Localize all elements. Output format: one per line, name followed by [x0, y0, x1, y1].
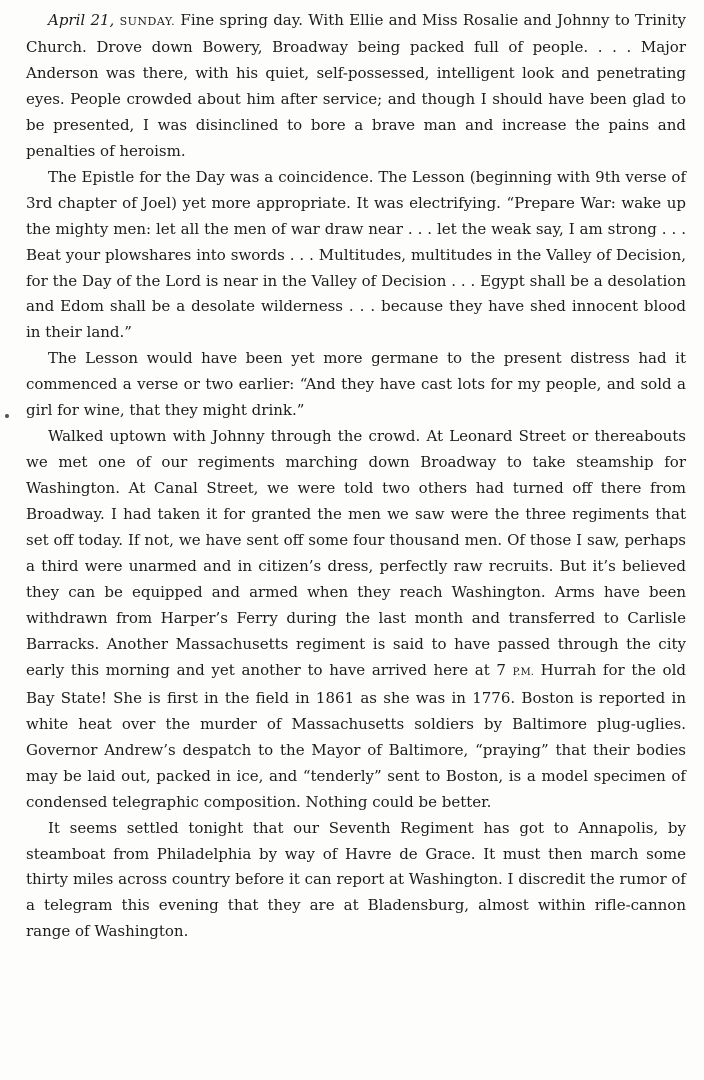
paragraph-1-body: Fine spring day. With Ellie and Miss Rosalie and Johnny to Trinity Church. Drove down Bowery, Broadway being packed full of people. . . . Major Anderson was there, with his quiet, self-possessed, intelligent look and penetrating eyes. People crowded about him after service; and though I should have been glad to be presented, I was disinclined to bore a brave man and increase the pains and penalties of heroism.	[26, 11, 686, 160]
paragraph-4-part-1: Walked uptown with Johnny through the crowd. At Leonard Street or thereabouts we met one of our regiments marching down Broadway to take steamship for Washington. At Canal Street, we were told two others had turned off there from Broadway. I had taken it for granted the men we saw were the three regiments that set off today. If not, we have sent off some four thousand men. Of those I saw, perhaps a third were unarmed and in citizen’s dress, perfectly raw recruits. But it’s believed they can be equipped and armed when they reach Washington. Arms have been withdrawn from Harper’s Ferry during the last month and transferred to Carlisle Barracks. Another Massachusetts regiment is said to have passed through the city early this morning and yet another to have arrived here at 7	[26, 427, 686, 679]
entry-weekday: SUNDAY.	[119, 15, 176, 28]
paragraph-5: It seems settled tonight that our Seventh Regiment has got to Annapolis, by steamboat from Philadelphia by way of Havre de Grace. It must then march some thirty miles across country before it can report at Washington. I discredit the rumor of a telegram this evening that they are at Bladensburg, almost within rifle-cannon range of Washington.	[26, 818, 686, 941]
entry-date: April 21,	[48, 11, 115, 29]
paragraph-4-part-2: Hurrah for the old Bay State! She is first in the field in 1861 as she was in 1776. Boston is reported in white heat over the murder of Massachusetts soldiers by Baltimore plug-uglies. Governor Andrew’s despatch to the Mayor of Baltimore, “praying” that their bodies may be laid out, packed in ice, and “tenderly” sent to Boston, is a model specimen of condensed telegraphic composition. Nothing could be better.	[26, 660, 686, 811]
margin-speck	[5, 414, 9, 418]
paragraph-1	[26, 8, 686, 165]
paragraph-2: The Epistle for the Day was a coincidence. The Lesson (beginning with 9th verse of 3rd chapter of Joel) yet more appropriate. It was electrifying. “Prepare War: wake up the mighty men: let all the men of war draw near . . . let the weak say, I am strong . . . Beat your plowshares into swords . . . Multitudes, multitudes in the Valley of Decision, for the Day of the Lord is near in the Valley of Decision . . . Egypt shall be a desolation and Edom shall be a desolate wilderness . . . because they have shed innocent blood in their land.”	[26, 167, 686, 342]
time-pm: P.M.	[512, 666, 534, 678]
diary-text	[26, 8, 686, 945]
paragraph-3: The Lesson would have been yet more germane to the present distress had it commenced a verse or two earlier: “And they have cast lots for my people, and sold a girl for wine, that they might drink.”	[26, 349, 686, 420]
paragraph-4	[26, 424, 686, 815]
